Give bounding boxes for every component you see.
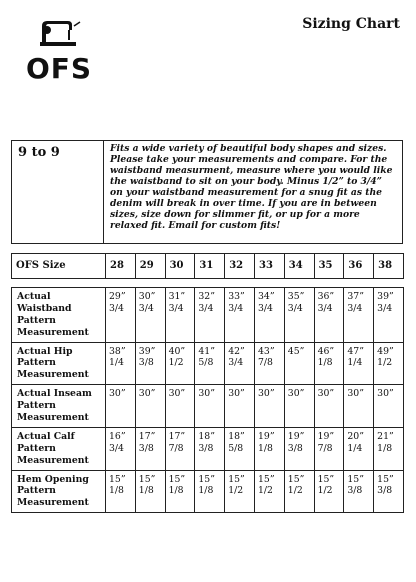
measurement-fraction: 7/8	[317, 442, 333, 454]
measurement-cell	[314, 342, 344, 385]
measurement-inches: 34”	[257, 291, 275, 302]
size-table	[11, 253, 404, 279]
measurement-inches: 30”	[377, 388, 394, 400]
measurement-inches: 30”	[168, 388, 186, 400]
measurement-row	[12, 470, 404, 513]
measurement-fraction: 1/8	[168, 485, 184, 497]
size-cell: 32	[225, 254, 255, 279]
measurement-fraction: 1/8	[198, 485, 214, 497]
size-row	[12, 254, 404, 279]
measurement-fraction: 5/8	[228, 442, 244, 454]
measurement-cell	[314, 427, 344, 470]
measurement-cell	[254, 470, 284, 513]
size-cell: 31	[195, 254, 225, 279]
measurement-inches: 15”	[287, 473, 305, 485]
measurement-inches: 15”	[228, 473, 245, 485]
logo-text: OFS	[25, 52, 93, 85]
measurement-cell	[374, 427, 404, 470]
measurement-fraction: 1/2	[287, 485, 303, 497]
measurement-cell	[254, 288, 284, 343]
measurement-cell	[106, 385, 136, 428]
measurement-label: Actual Inseam Pattern Measurement	[12, 385, 106, 428]
measurement-fraction: 3/4	[168, 302, 184, 314]
measurement-fraction: 7/8	[168, 442, 184, 454]
measurement-cell	[284, 385, 314, 428]
size-cell: 38	[374, 254, 404, 279]
measurement-inches: 30”	[138, 388, 156, 400]
measurement-cell	[344, 288, 374, 343]
measurement-inches: 39”	[377, 291, 394, 302]
measurement-cell	[195, 288, 225, 343]
measurement-inches: 15”	[257, 473, 275, 485]
measurement-fraction: 1/4	[347, 357, 363, 369]
size-cell: 34	[284, 254, 314, 279]
measurement-inches: 41”	[198, 345, 215, 357]
measurement-cell	[344, 427, 374, 470]
measurement-fraction: 3/4	[109, 302, 124, 314]
measurement-inches: 20”	[347, 430, 364, 442]
measurement-cell	[165, 385, 195, 428]
measurement-fraction: 3/4	[228, 302, 244, 314]
measurement-fraction: 3/4	[109, 442, 124, 454]
measurement-inches: 19”	[287, 430, 305, 442]
measurement-inches: 39”	[138, 345, 156, 357]
fit-description: Fits a wide variety of beautiful body shapes and sizes. Please take your measurements and compare. For the waistband measurment, measure where you would like the waistband to sit on your body. Minus 1/2” to 3/4” on your waistband measurement for a snug fit as the denim will break in over time. If you are in between sizes, size down for slimmer fit, or up for a more relaxed fit. Email for custom fits!	[110, 143, 393, 232]
measurement-fraction: 3/4	[287, 302, 303, 314]
measurement-cell	[344, 385, 374, 428]
measurement-cell	[135, 385, 165, 428]
measurement-cell	[195, 385, 225, 428]
measurement-cell	[314, 470, 344, 513]
measurement-row	[12, 385, 404, 428]
measurement-cell	[135, 342, 165, 385]
measurement-fraction: 1/2	[257, 485, 273, 497]
measurement-cell	[314, 385, 344, 428]
measurement-cell	[374, 470, 404, 513]
measurement-label: Actual Waistband Pattern Measurement	[12, 288, 106, 343]
measurement-inches: 49”	[377, 345, 394, 357]
measurement-cell	[374, 342, 404, 385]
measurement-inches: 15”	[317, 473, 335, 485]
measurement-fraction: 3/4	[228, 357, 244, 369]
measurement-inches: 17”	[168, 430, 186, 442]
measurement-inches: 30”	[228, 388, 245, 400]
measurement-table	[11, 287, 404, 513]
measurement-fraction: 1/4	[109, 357, 124, 369]
measurement-inches: 18”	[228, 430, 245, 442]
measurement-inches: 31”	[168, 291, 186, 302]
measurement-fraction: 1/8	[317, 357, 333, 369]
measurement-fraction: 1/2	[228, 485, 244, 497]
measurement-fraction: 3/8	[347, 485, 363, 497]
measurement-fraction: 3/8	[377, 485, 393, 497]
measurement-fraction: 3/4	[377, 302, 393, 314]
measurement-inches: 15”	[377, 473, 394, 485]
size-label: OFS Size	[12, 254, 106, 279]
measurement-cell	[225, 288, 255, 343]
fit-name: 9 to 9	[12, 141, 104, 243]
measurement-fraction: 1/8	[377, 442, 393, 454]
size-cell: 29	[135, 254, 165, 279]
measurement-cell	[374, 385, 404, 428]
measurement-cell	[165, 342, 195, 385]
size-cell: 36	[344, 254, 374, 279]
measurement-row	[12, 288, 404, 343]
measurement-fraction: 3/4	[317, 302, 333, 314]
measurement-cell	[374, 288, 404, 343]
measurement-cell	[254, 385, 284, 428]
measurement-inches: 38”	[109, 345, 126, 357]
measurement-cell	[284, 342, 314, 385]
measurement-inches: 17”	[138, 430, 156, 442]
measurement-inches: 36”	[317, 291, 335, 302]
measurement-inches: 30”	[138, 291, 156, 302]
size-cell: 33	[254, 254, 284, 279]
measurement-cell	[135, 288, 165, 343]
measurement-fraction: 7/8	[257, 357, 273, 369]
measurement-inches: 33”	[228, 291, 245, 302]
measurement-cell	[344, 470, 374, 513]
measurement-fraction: 5/8	[198, 357, 214, 369]
measurement-inches: 30”	[317, 388, 335, 400]
brand-logo	[18, 18, 100, 85]
measurement-inches: 30”	[287, 388, 305, 400]
measurement-fraction: 1/2	[168, 357, 184, 369]
page-title: Sizing Chart	[302, 16, 400, 32]
fit-description-box	[11, 140, 403, 244]
measurement-fraction: 1/8	[257, 442, 273, 454]
measurement-inches: 46”	[317, 345, 335, 357]
measurement-inches: 15”	[138, 473, 156, 485]
measurement-inches: 15”	[109, 473, 126, 485]
measurement-inches: 43”	[257, 345, 275, 357]
measurement-inches: 37”	[347, 291, 364, 302]
measurement-inches: 21”	[377, 430, 394, 442]
measurement-cell	[106, 342, 136, 385]
measurement-inches: 30”	[347, 388, 364, 400]
measurement-cell	[314, 288, 344, 343]
measurement-inches: 45”	[287, 345, 305, 357]
measurement-fraction: 3/8	[198, 442, 214, 454]
measurement-fraction: 3/8	[138, 357, 154, 369]
size-cell: 35	[314, 254, 344, 279]
measurement-cell	[254, 342, 284, 385]
measurement-cell	[225, 342, 255, 385]
measurement-inches: 47”	[347, 345, 364, 357]
measurement-inches: 19”	[257, 430, 275, 442]
measurement-cell	[195, 342, 225, 385]
measurement-fraction: 3/4	[347, 302, 363, 314]
measurement-fraction: 1/2	[317, 485, 333, 497]
sewing-machine-icon	[38, 18, 82, 48]
measurement-fraction: 3/4	[257, 302, 273, 314]
measurement-row	[12, 427, 404, 470]
measurement-cell	[344, 342, 374, 385]
measurement-inches: 15”	[198, 473, 215, 485]
measurement-cell	[254, 427, 284, 470]
measurement-label: Actual Calf Pattern Measurement	[12, 427, 106, 470]
measurement-fraction: 3/4	[138, 302, 154, 314]
measurement-fraction: 1/2	[377, 357, 393, 369]
measurement-cell	[284, 427, 314, 470]
measurement-inches: 32”	[198, 291, 215, 302]
measurement-cell	[225, 385, 255, 428]
measurement-cell	[135, 427, 165, 470]
measurement-cell	[106, 470, 136, 513]
measurement-cell	[284, 288, 314, 343]
measurement-inches: 42”	[228, 345, 245, 357]
measurement-inches: 15”	[347, 473, 364, 485]
measurement-inches: 18”	[198, 430, 215, 442]
measurement-inches: 15”	[168, 473, 186, 485]
measurement-inches: 30”	[257, 388, 275, 400]
measurement-inches: 30”	[198, 388, 215, 400]
measurement-cell	[225, 427, 255, 470]
measurement-cell	[135, 470, 165, 513]
measurement-inches: 29”	[109, 291, 126, 302]
measurement-cell	[106, 288, 136, 343]
size-cell: 30	[165, 254, 195, 279]
measurement-cell	[106, 427, 136, 470]
measurement-label: Actual Hip Pattern Measurement	[12, 342, 106, 385]
measurement-cell	[165, 288, 195, 343]
measurement-inches: 35”	[287, 291, 305, 302]
measurement-inches: 19”	[317, 430, 335, 442]
measurement-cell	[284, 470, 314, 513]
size-cell: 28	[106, 254, 136, 279]
measurement-cell	[195, 470, 225, 513]
measurement-inches: 30”	[109, 388, 126, 400]
measurement-fraction: 1/4	[347, 442, 363, 454]
measurement-cell	[195, 427, 225, 470]
measurement-cell	[165, 470, 195, 513]
measurement-fraction: 1/8	[109, 485, 124, 497]
measurement-fraction: 3/4	[198, 302, 214, 314]
measurement-inches: 16”	[109, 430, 126, 442]
measurement-fraction: 3/8	[287, 442, 303, 454]
measurement-cell	[165, 427, 195, 470]
measurement-fraction: 3/8	[138, 442, 154, 454]
measurement-row	[12, 342, 404, 385]
measurement-fraction: 1/8	[138, 485, 154, 497]
measurement-cell	[225, 470, 255, 513]
measurement-label: Hem Opening Pattern Measurement	[12, 470, 106, 513]
measurement-inches: 40”	[168, 345, 186, 357]
